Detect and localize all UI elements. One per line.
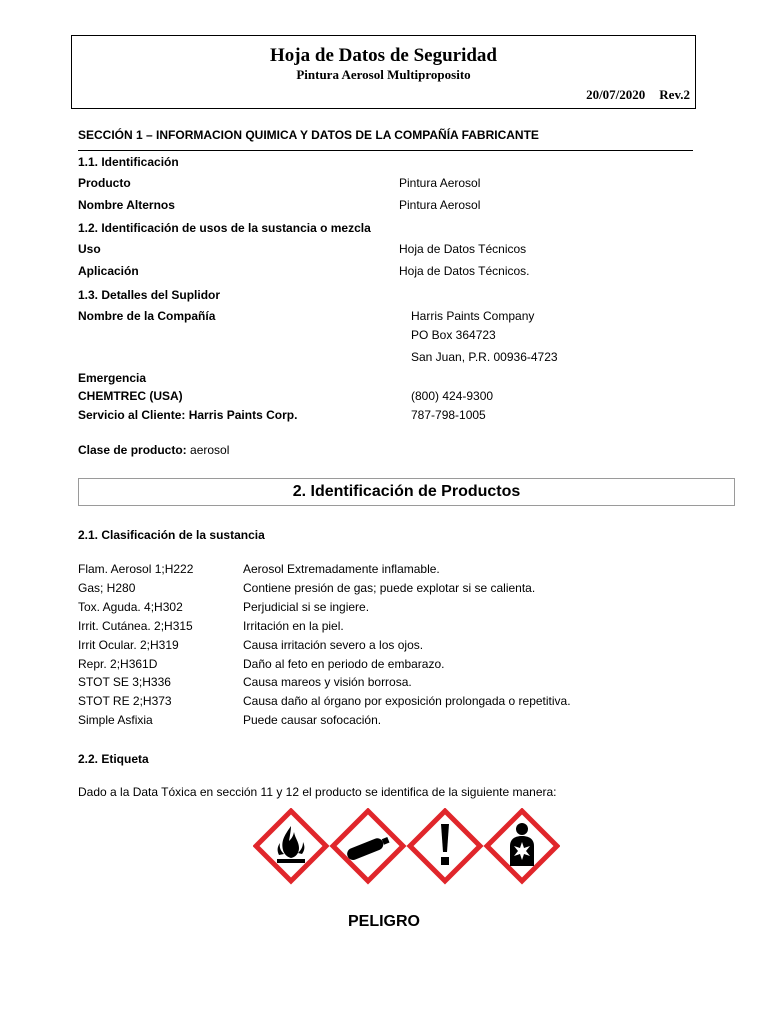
uso-value: Hoja de Datos Técnicos xyxy=(399,242,527,256)
signal-word: PELIGRO xyxy=(347,913,420,930)
classification-code: STOT SE 3;H336 xyxy=(78,675,171,689)
classification-code: Irrit. Cutánea. 2;H315 xyxy=(78,619,193,633)
document-title: Hoja de Datos de Seguridad xyxy=(270,45,497,66)
servicio-cliente-phone: 787-798-1005 xyxy=(411,408,486,422)
classification-code: Flam. Aerosol 1;H222 xyxy=(78,562,194,576)
classification-desc: Causa daño al órgano por exposición prolongada o repetitiva. xyxy=(243,694,571,708)
nombre-alternos-label: Nombre Alternos xyxy=(78,198,175,212)
servicio-cliente-label: Servicio al Cliente: Harris Paints Corp. xyxy=(78,408,298,422)
document-subtitle: Pintura Aerosol Multiproposito xyxy=(296,67,471,82)
classification-desc: Perjudicial si se ingiere. xyxy=(243,600,370,614)
document-header xyxy=(71,35,696,109)
compania-label: Nombre de la Compañía xyxy=(78,309,216,323)
subsection-2-1-heading: 2.1. Clasificación de la sustancia xyxy=(78,528,265,542)
compania-line-1: Harris Paints Company xyxy=(411,309,535,323)
subsection-1-2-heading: 1.2. Identificación de usos de la sustancia o mezcla xyxy=(78,221,371,235)
document-revision: Rev.2 xyxy=(659,87,690,102)
producto-label: Producto xyxy=(78,176,131,190)
gas-cylinder-icon xyxy=(333,811,403,881)
aplicacion-value: Hoja de Datos Técnicos. xyxy=(399,264,530,278)
exclamation-icon xyxy=(410,811,480,881)
nombre-alternos-value: Pintura Aerosol xyxy=(399,198,481,212)
producto-value: Pintura Aerosol xyxy=(399,176,481,190)
subsection-2-2-heading: 2.2. Etiqueta xyxy=(78,752,149,766)
document-date-revision xyxy=(586,87,690,103)
classification-code: Repr. 2;H361D xyxy=(78,657,158,671)
ghs-pictograms xyxy=(253,808,560,892)
clase-producto xyxy=(78,443,229,457)
aplicacion-label: Aplicación xyxy=(78,264,139,278)
classification-desc: Daño al feto en periodo de embarazo. xyxy=(243,657,445,671)
subsection-1-3-heading: 1.3. Detalles del Suplidor xyxy=(78,288,221,302)
clase-producto-label: Clase de producto: xyxy=(78,443,187,457)
chemtrec-phone: (800) 424-9300 xyxy=(411,389,494,403)
classification-desc: Causa irritación severo a los ojos. xyxy=(243,638,424,652)
classification-desc: Contiene presión de gas; puede explotar si se calienta. xyxy=(243,581,536,595)
compania-line-3: San Juan, P.R. 00936-4723 xyxy=(411,350,558,364)
classification-code: Simple Asfixia xyxy=(78,713,153,727)
section2-title: 2. Identificación de Productos xyxy=(78,478,735,506)
section1-divider xyxy=(78,150,693,151)
classification-desc: Irritación en la piel. xyxy=(243,619,344,633)
classification-desc: Puede causar sofocación. xyxy=(243,713,382,727)
clase-producto-value: aerosol xyxy=(190,443,230,457)
document-date: 20/07/2020 xyxy=(586,87,646,102)
classification-desc: Aerosol Extremadamente inflamable. xyxy=(243,562,440,576)
emergencia-label: Emergencia xyxy=(78,371,147,385)
flame-icon xyxy=(256,811,326,881)
section1-title: SECCIÓN 1 – INFORMACION QUIMICA Y DATOS DE LA COMPAÑÍA FABRICANTE xyxy=(78,128,539,142)
chemtrec-label: CHEMTREC (USA) xyxy=(78,389,183,403)
classification-code: Gas; H280 xyxy=(78,581,136,595)
classification-code: STOT RE 2;H373 xyxy=(78,694,172,708)
compania-line-2: PO Box 364723 xyxy=(411,328,496,342)
health-hazard-icon xyxy=(487,811,557,881)
uso-label: Uso xyxy=(78,242,101,256)
subsection-1-1-heading: 1.1. Identificación xyxy=(78,155,179,169)
classification-code: Tox. Aguda. 4;H302 xyxy=(78,600,183,614)
classification-code: Irrit Ocular. 2;H319 xyxy=(78,638,179,652)
classification-desc: Causa mareos y visión borrosa. xyxy=(243,675,412,689)
etiqueta-text: Dado a la Data Tóxica en sección 11 y 12 el producto se identifica de la siguiente manera: xyxy=(78,785,557,799)
